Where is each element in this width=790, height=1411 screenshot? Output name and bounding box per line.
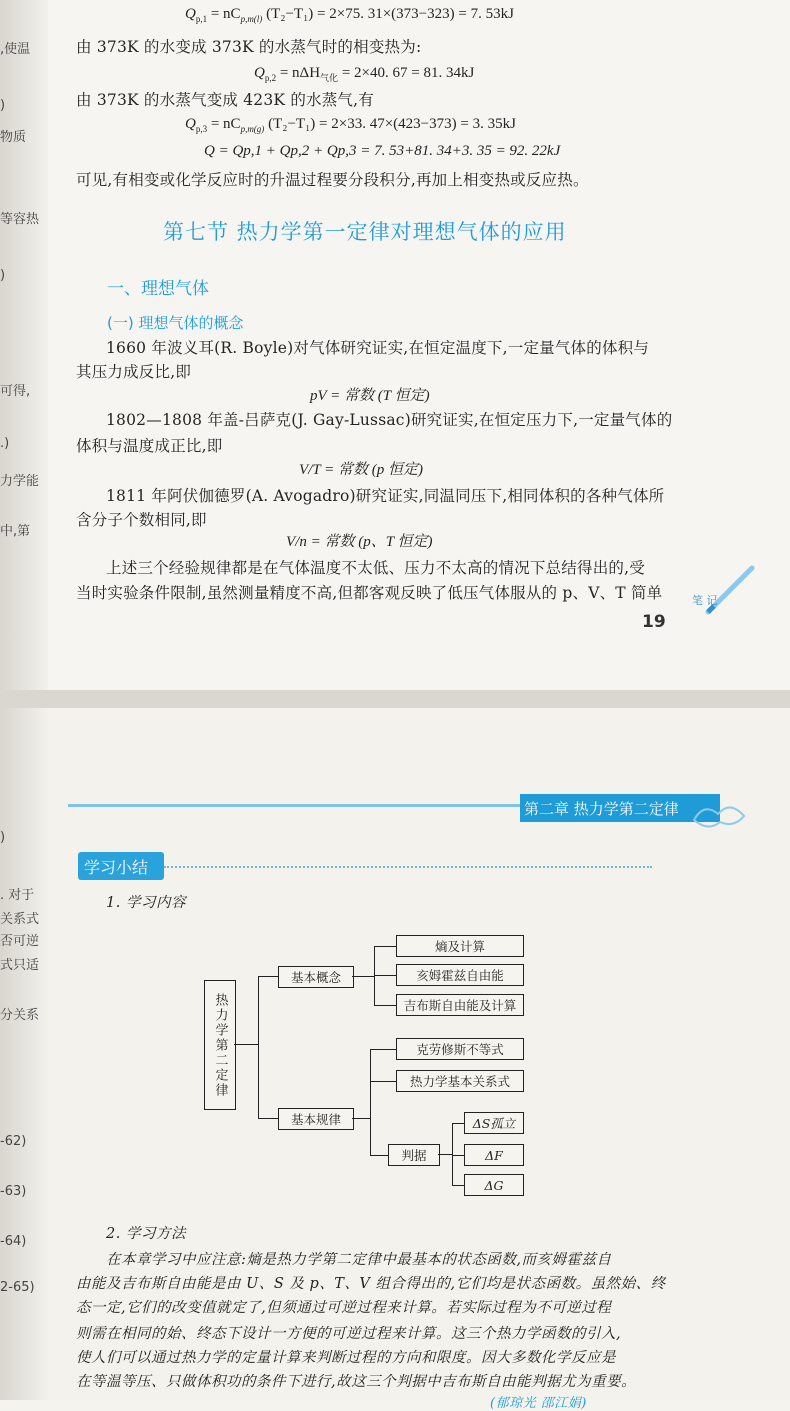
heading-ideal-gas: 一、理想气体 bbox=[107, 279, 209, 299]
chapter-header-rule bbox=[68, 804, 520, 807]
paragraph-line: 上述三个经验规律都是在气体温度不太低、压力不太高的情况下总结得出的,受 bbox=[106, 559, 645, 577]
section-title: 第七节 热力学第一定律对理想气体的应用 bbox=[163, 220, 567, 244]
text-line: 可见,有相变或化学反应时的升温过程要分段积分,再加上相变热或反应热。 bbox=[76, 171, 589, 189]
diagram-delta-s-isolated: ΔS孤立 bbox=[464, 1112, 524, 1134]
margin-fragment: 等容热 bbox=[0, 212, 40, 227]
summary-badge-label: 学习小结 bbox=[84, 858, 149, 877]
margin-fragment: 式只适 bbox=[0, 958, 40, 973]
gay-lussac-law: V/T = 常数 (p 恒定) bbox=[299, 462, 424, 478]
margin-fragment: ) bbox=[0, 830, 6, 845]
diagram-gibbs: 吉布斯自由能及计算 bbox=[396, 994, 524, 1016]
margin-fragment: ) bbox=[0, 98, 6, 113]
notes-label: 笔 记 bbox=[692, 594, 718, 607]
diagram-delta-g: ΔG bbox=[464, 1174, 524, 1196]
textbook-chapter-summary-page bbox=[0, 708, 790, 1411]
method-line: 使人们可以通过热力学的定量计算来判断过程的方向和限度。因大多数化学反应是 bbox=[76, 1350, 616, 1366]
margin-fragment: ,使温 bbox=[0, 42, 31, 57]
margin-fragment: 物质 bbox=[0, 130, 27, 145]
diagram-helmholtz: 亥姆霍兹自由能 bbox=[396, 964, 524, 986]
equation-q-total: Q = Qp,1 + Qp,2 + Qp,3 = 7. 53+81. 34+3. 35 = 92. 22kJ bbox=[204, 143, 561, 159]
subheading-ideal-gas-concept: (一) 理想气体的概念 bbox=[107, 314, 244, 332]
margin-fragment: 中,第 bbox=[0, 524, 31, 539]
paragraph-line: 1811 年阿伏伽德罗(A. Avogadro)研究证实,同温同压下,相同体积的各种气体所 bbox=[106, 487, 665, 505]
text-line: 由 373K 的水变成 373K 的水蒸气时的相变热为: bbox=[76, 38, 422, 56]
paragraph-line: 其压力成反比,即 bbox=[76, 363, 192, 381]
margin-fragment: . 对于 bbox=[0, 888, 35, 903]
diagram-basic-laws: 基本规律 bbox=[278, 1108, 354, 1130]
diagram-basic-concepts: 基本概念 bbox=[278, 966, 354, 988]
margin-fragment: -62) bbox=[0, 1134, 27, 1149]
diagram-fundamental-relations: 热力学基本关系式 bbox=[396, 1070, 524, 1092]
page-gutter-shadow bbox=[0, 0, 48, 690]
diagram-delta-f: ΔF bbox=[464, 1144, 524, 1166]
margin-fragment: -63) bbox=[0, 1184, 27, 1199]
paragraph-line: 当时实验条件限制,虽然测量精度不高,但都客观反映了低压气体服从的 p、V、T 简单 bbox=[76, 584, 663, 602]
margin-fragment: 否可逆 bbox=[0, 934, 40, 949]
page-separator bbox=[0, 690, 790, 708]
margin-fragment: .) bbox=[0, 436, 10, 451]
authors: (郁琼光 邵江娟) bbox=[490, 1396, 587, 1411]
margin-fragment: ) bbox=[0, 268, 6, 283]
page-number: 19 bbox=[642, 612, 666, 632]
diagram-clausius-inequality: 克劳修斯不等式 bbox=[396, 1038, 524, 1060]
textbook-page-19 bbox=[0, 0, 790, 690]
cloud-ornament-icon bbox=[690, 798, 750, 834]
summary-item-content: 1. 学习内容 bbox=[106, 895, 186, 911]
margin-fragment: 分关系 bbox=[0, 1008, 40, 1023]
chapter-header-title: 第二章 热力学第二定律 bbox=[524, 800, 679, 818]
paragraph-line: 1660 年波义耳(R. Boyle)对气体研究证实,在恒定温度下,一定量气体的体积与 bbox=[106, 339, 650, 357]
paragraph-line: 1802—1808 年盖-吕萨克(J. Gay-Lussac)研究证实,在恒定压力下,一定量气体的 bbox=[106, 411, 673, 429]
method-line: 则需在相同的始、终态下设计一方便的可逆过程来计算。这三个热力学函数的引入, bbox=[76, 1326, 622, 1342]
diagram-entropy: 熵及计算 bbox=[396, 935, 524, 957]
method-line: 在本章学习中应注意:熵是热力学第二定律中最基本的状态函数,而亥姆霍兹自 bbox=[106, 1252, 612, 1268]
avogadro-law: V/n = 常数 (p、T 恒定) bbox=[286, 534, 433, 550]
method-line: 在等温等压、只做体积功的条件下进行,故这三个判据中吉布斯自由能判据尤为重要。 bbox=[76, 1374, 637, 1390]
pen-icon bbox=[700, 560, 760, 620]
diagram-root: 热力学第二定律 bbox=[204, 980, 236, 1110]
method-line: 态一定,它们的改变值就定了,但须通过可逆过程来计算。若实际过程为不可逆过程 bbox=[76, 1300, 612, 1316]
equation-qp1: $Q_{p,1} = nC_{p,m(l)}$ (T₂−T₁) = 2×75. 31×(373−323) = 7. 53kJ bbox=[185, 6, 514, 24]
summary-item-method: 2. 学习方法 bbox=[106, 1226, 186, 1242]
method-line: 由能及吉布斯自由能是由 U、S 及 p、T、V 组合得出的,它们均是状态函数。虽然始、终 bbox=[76, 1276, 666, 1292]
margin-fragment: 可得, bbox=[0, 384, 31, 399]
page-gutter-shadow bbox=[0, 708, 48, 1400]
margin-fragment: 关系式 bbox=[0, 912, 40, 927]
margin-fragment: 2-65) bbox=[0, 1280, 35, 1295]
paragraph-line: 体积与温度成正比,即 bbox=[76, 437, 223, 455]
paragraph-line: 含分子个数相同,即 bbox=[76, 511, 207, 529]
equation-qp2: $Q_{p,2} = n\Delta H_{气化} = 2\times 40$. 67 = 81. 34kJ bbox=[254, 65, 475, 83]
equation-qp3: $Q_{p,3} = nC_{p,m(g)}$ (T₂−T₁) = 2×33. 47×(423−373) = 3. 35kJ bbox=[185, 116, 516, 134]
boyle-law: pV = 常数 (T 恒定) bbox=[310, 388, 430, 404]
diagram-criteria: 判据 bbox=[388, 1144, 440, 1166]
margin-fragment: 力学能 bbox=[0, 474, 40, 489]
summary-dotted-rule bbox=[164, 866, 652, 868]
text-line: 由 373K 的水蒸气变成 423K 的水蒸气,有 bbox=[76, 91, 374, 109]
margin-fragment: -64) bbox=[0, 1234, 27, 1249]
